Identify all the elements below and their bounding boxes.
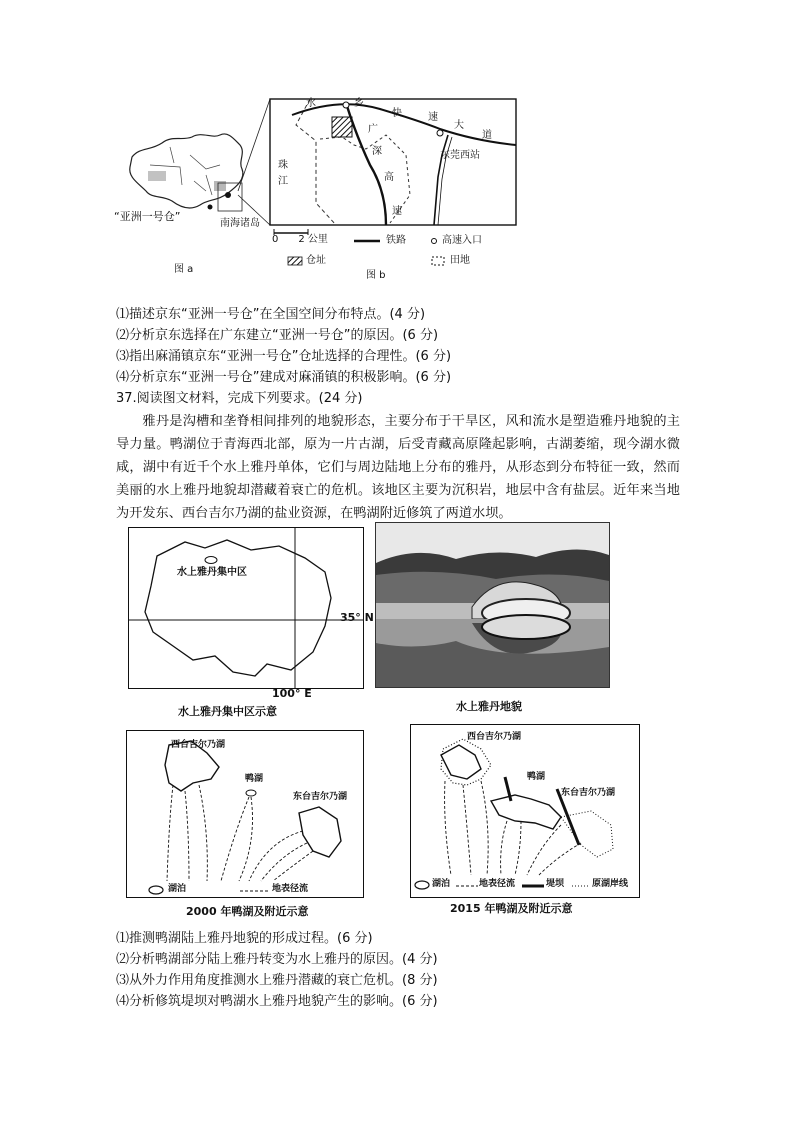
map-label-su1: 速 <box>428 112 438 123</box>
map-label-kuai: 快 <box>392 108 402 119</box>
duck-lake-label-2000: 鸭湖 <box>245 774 264 784</box>
west-lake-label-2015: 西台吉尔乃湖 <box>467 732 522 742</box>
map-label-gao: 高 <box>384 172 394 183</box>
caption-region-map: 水上雅丹集中区示意 <box>178 705 277 718</box>
legend-highway-entry: 高速入口 <box>442 235 482 246</box>
caption-2015: 2015 年鸭湖及附近示意 <box>450 902 573 915</box>
qinghai-outline <box>129 528 363 688</box>
scale-label: 0 2 公里 <box>272 234 328 245</box>
legend-lake-symbol-2015 <box>414 880 430 890</box>
west-lake-label-2000: 西台吉尔乃湖 <box>171 740 226 750</box>
asia-warehouse-label: “亚洲一号仓” <box>114 210 181 223</box>
fig-a-label: 图 a <box>174 264 194 275</box>
q37-heading: 37.阅读图文材料，完成下列要求。(24 分) <box>116 391 363 406</box>
q36-item-4: ⑷分析京东“亚洲一号仓”建成对麻涌镇的积极影响。(6 分) <box>116 370 452 385</box>
map-label-xiang: 乡 <box>354 98 364 109</box>
legend-runoff-symbol-2000 <box>240 888 270 894</box>
legend-runoff-2015: 地表径流 <box>479 879 516 889</box>
figure-a-b <box>110 95 530 295</box>
east-lake-label-2015: 东台吉尔乃湖 <box>561 788 616 798</box>
legend-shore-symbol-2015 <box>572 883 590 889</box>
map-label-guang: 广 <box>368 124 378 135</box>
yardang-photo-drawing <box>376 523 609 687</box>
yardang-center-label: 水上雅丹集中区 <box>177 567 247 578</box>
map-label-jiang: 江 <box>278 176 288 187</box>
q36-item-2: ⑵分析京东选择在广东建立“亚洲一号仓”的原因。(6 分) <box>116 328 439 343</box>
q36-item-1: ⑴描述京东“亚洲一号仓”在全国空间分布特点。(4 分) <box>116 307 426 322</box>
latitude-label: 35° N <box>340 611 374 624</box>
legend-lake-symbol-2000 <box>148 885 164 895</box>
map-label-shui: 水 <box>306 98 316 109</box>
fig-b-label: 图 b <box>366 270 386 281</box>
duck-lake-2000-map <box>126 730 364 898</box>
legend-dam-2015: 堤坝 <box>546 879 565 889</box>
duck-lake-label-2015: 鸭湖 <box>527 772 546 782</box>
map-label-dongguan: 东莞西站 <box>440 150 480 161</box>
map-label-shen: 深 <box>372 146 382 157</box>
q37-item-2: ⑵分析鸭湖部分陆上雅丹转变为水上雅丹的原因。(4 分) <box>116 952 438 967</box>
legend-lake-2015: 湖泊 <box>432 879 451 889</box>
south-sea-label: 南海诸岛 <box>220 218 260 229</box>
map-label-zhu: 珠 <box>278 160 288 171</box>
legend-warehouse: 仓址 <box>306 255 326 266</box>
yardang-photo <box>375 522 610 688</box>
q37-item-4: ⑷分析修筑堤坝对鸭湖水上雅丹地貌产生的影响。(6 分) <box>116 994 438 1009</box>
map-label-su2: 速 <box>392 206 402 217</box>
legend-runoff-symbol-2015 <box>456 883 478 889</box>
duck-lake-2015-drawing <box>411 725 639 897</box>
longitude-label: 100° E <box>272 687 312 700</box>
caption-2000: 2000 年鸭湖及附近示意 <box>186 905 309 918</box>
q36-item-3: ⑶指出麻涌镇京东“亚洲一号仓”仓址选择的合理性。(6 分) <box>116 349 452 364</box>
map-label-dao: 道 <box>482 130 492 141</box>
q37-item-1: ⑴推测鸭湖陆上雅丹地貌的形成过程。(6 分) <box>116 931 373 946</box>
q37-paragraph: 雅丹是沟槽和垄脊相间排列的地貌形态，主要分布于干旱区，风和流水是塑造雅丹地貌的主导力量。鸭湖位于青海西北部，原为一片古湖，后受青藏高原隆起影响，古湖萎缩，现今湖水微咸，湖中有近千个水上雅丹单体，它们与周边陆地上分布的雅丹，从形态到分布特征一致，然而美丽的水上雅丹地貌却潜藏着衰亡的危机。该地区主要为沉积岩，地层中含有盐层。近年来当地为开发东、西台吉尔乃湖的盐业资源，在鸭湖附近修筑了两道水坝。 <box>116 414 680 521</box>
east-lake-label-2000: 东台吉尔乃湖 <box>293 792 348 802</box>
warehouse-site <box>332 117 352 137</box>
map-label-da: 大 <box>454 120 464 131</box>
legend-lake-2000: 湖泊 <box>168 884 187 894</box>
legend-farmland: 田地 <box>450 255 470 266</box>
legend-runoff-2000: 地表径流 <box>272 884 309 894</box>
q37-item-3: ⑶从外力作用角度推测水上雅丹潜藏的衰亡危机。(8 分) <box>116 973 438 988</box>
legend-dam-symbol-2015 <box>522 883 544 889</box>
yardang-region-map <box>128 527 364 689</box>
legend-shore-2015: 原湖岸线 <box>592 879 629 889</box>
caption-photo: 水上雅丹地貌 <box>456 700 522 713</box>
duck-lake-2000-drawing <box>127 731 363 897</box>
duck-lake-2015-map <box>410 724 640 898</box>
legend-railway: 铁路 <box>386 235 406 246</box>
